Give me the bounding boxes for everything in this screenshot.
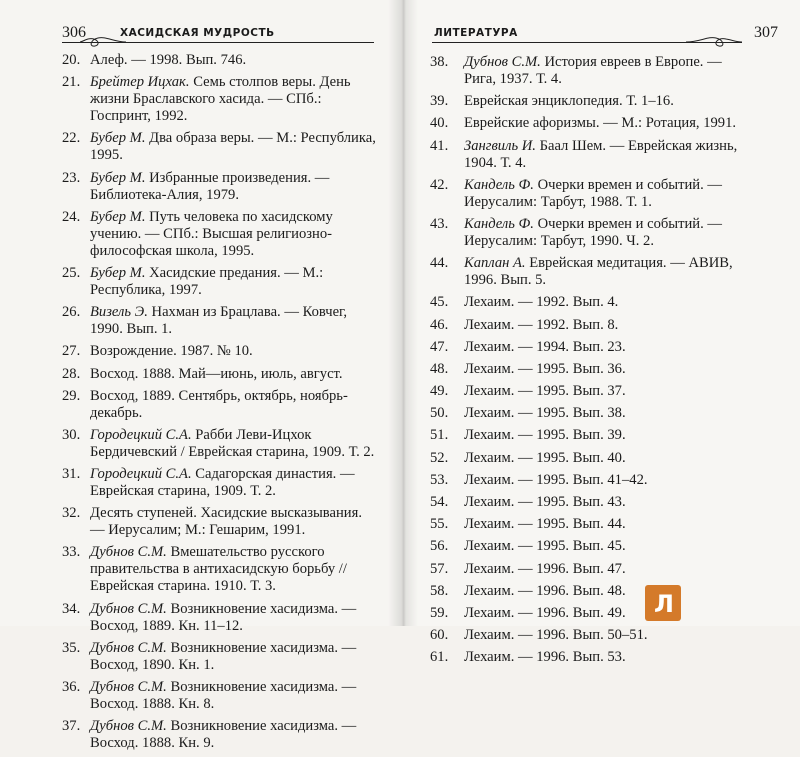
entry-number: 37. [62, 718, 81, 735]
reference-entry [62, 505, 380, 539]
reference-list [62, 52, 380, 757]
running-title: ХАСИДСКАЯ МУДРОСТЬ [120, 27, 275, 39]
entry-text: Лехаим. — 1995. Вып. 45. [464, 538, 626, 555]
reference-entry [430, 93, 755, 110]
entry-number: 55. [430, 516, 449, 533]
entry-text: Путь человека по хасидскому учению. — СПб.: Высшая религиозно-философская школа, 1995. [90, 208, 333, 259]
entry-text: Рабби Леви-Ицхок Бердичевский / Еврейская старина, 1909. Т. 2. [90, 426, 375, 460]
entry-text: Восход. 1888. Май—июнь, июль, август. [90, 365, 343, 382]
entry-text: Очерки времен и событий. — Иерусалим: Тарбут, 1990. Ч. 2. [464, 215, 722, 249]
entry-text: Возникновение хасидизма. — Восход. 1888. Кн. 8. [90, 679, 357, 712]
entry-number: 60. [430, 627, 449, 644]
entry-author: Бубер М. [90, 169, 146, 186]
reference-entry [430, 450, 755, 467]
entry-author: Дубнов С.М. [90, 718, 167, 735]
entry-number: 20. [62, 52, 81, 68]
entry-author: Каплан А. [464, 255, 526, 272]
entry-number: 35. [62, 639, 81, 656]
entry-author: Дубнов С.М. [90, 639, 167, 656]
entry-number: 38. [430, 54, 449, 70]
reference-entry [430, 216, 755, 250]
entry-number: 32. [62, 505, 81, 522]
reference-entry [430, 294, 755, 311]
reference-entry [62, 265, 380, 299]
entry-author: Дубнов С.М. [90, 600, 167, 617]
entry-text: Очерки времен и событий. — Иерусалим: Тарбут, 1988. Т. 1. [464, 176, 722, 210]
entry-number: 31. [62, 466, 81, 483]
reference-entry [430, 361, 755, 378]
entry-text: Лехаим. — 1996. Вып. 53. [464, 649, 626, 666]
entry-number: 58. [430, 582, 449, 599]
entry-author: Бубер М. [90, 130, 146, 147]
reference-entry [62, 366, 380, 383]
reference-entry [430, 427, 755, 444]
entry-text: Вмешательство русского правительства в антихасидскую борьбу // Еврейская старина. 1910. Т. 3. [90, 544, 347, 595]
entry-number: 23. [62, 169, 81, 186]
entry-author: Городецкий С.А. [90, 466, 192, 483]
entry-text: Лехаим. — 1992. Вып. 8. [464, 316, 619, 333]
entry-text: Лехаим. — 1995. Вып. 40. [464, 449, 626, 466]
entry-number: 44. [430, 255, 449, 272]
reference-entry [430, 115, 755, 132]
reference-entry [62, 640, 380, 674]
reference-entry [430, 138, 755, 172]
reference-entry [62, 544, 380, 595]
entry-number: 48. [430, 360, 449, 377]
running-title: ЛИТЕРАТУРА [434, 27, 518, 39]
watermark-letter: Л [654, 590, 674, 618]
entry-number: 52. [430, 449, 449, 466]
entry-text: Лехаим. — 1995. Вып. 39. [464, 427, 626, 444]
entry-number: 21. [62, 74, 81, 91]
reference-list [430, 54, 755, 672]
entry-number: 39. [430, 93, 449, 110]
entry-author: Кандель Ф. [464, 215, 534, 232]
entry-text: Еврейская медитация. — АВИВ, 1996. Вып. 5. [464, 255, 733, 289]
entry-text: Возрождение. 1987. № 10. [90, 343, 253, 360]
entry-number: 49. [430, 383, 449, 400]
reference-entry [62, 74, 380, 125]
entry-text: Лехаим. — 1995. Вып. 36. [464, 360, 626, 377]
entry-text: Лехаим. — 1995. Вып. 38. [464, 405, 626, 422]
reference-entry [62, 601, 380, 635]
entry-number: 50. [430, 405, 449, 422]
entry-author: Брейтер Ицхак. [90, 74, 190, 91]
reference-entry [430, 317, 755, 334]
reference-entry [62, 343, 380, 360]
entry-text: Семь столпов веры. День жизни Браславского хасида. — СПб.: Госпринт, 1992. [90, 74, 351, 125]
right-page-header [404, 0, 800, 50]
entry-number: 41. [430, 137, 449, 154]
entry-text: Возникновение хасидизма. — Восход. 1888. Кн. 9. [90, 718, 357, 752]
entry-text: Лехаим. — 1996. Вып. 47. [464, 560, 626, 577]
entry-text: Хасидские предания. — М.: Республика, 1997. [90, 264, 324, 298]
reference-entry [430, 561, 755, 578]
reference-entry [430, 405, 755, 422]
entry-number: 47. [430, 338, 449, 355]
entry-number: 51. [430, 427, 449, 444]
reference-entry [430, 516, 755, 533]
entry-number: 25. [62, 264, 81, 281]
entry-number: 26. [62, 304, 81, 321]
header-flourish [80, 33, 128, 49]
entry-text: Нахман из Брацлава. — Ковчег, 1990. Вып. 1. [90, 304, 348, 338]
entry-text: Алеф. — 1998. Вып. 746. [90, 52, 247, 68]
entry-text: Садагорская династия. — Еврейская старина, 1909. Т. 2. [90, 466, 355, 500]
entry-text: Десять ступеней. Хасидские высказывания. — Иерусалим; М.: Гешарим, 1991. [90, 505, 362, 539]
entry-text: Возникновение хасидизма. — Восход, 1890. Кн. 1. [90, 639, 357, 673]
entry-number: 27. [62, 343, 81, 360]
entry-text: Лехаим. — 1995. Вып. 43. [464, 494, 626, 510]
reference-entry [62, 170, 380, 204]
reference-entry [62, 718, 380, 752]
header-rule [62, 42, 374, 43]
entry-text: Баал Шем. — Еврейская жизнь, 1904. Т. 4. [464, 137, 738, 171]
entry-number: 33. [62, 544, 81, 561]
reference-entry [430, 649, 755, 666]
reference-entry [62, 427, 380, 461]
entry-author: Дубнов С.М. [464, 54, 541, 70]
watermark-logo [645, 585, 681, 621]
reference-entry [62, 466, 380, 500]
entry-number: 36. [62, 679, 81, 695]
entry-author: Визель Э. [90, 304, 148, 321]
entry-text: Избранные произведения. — Библиотека-Алия, 1979. [90, 169, 330, 203]
entry-number: 53. [430, 471, 449, 488]
entry-number: 42. [430, 176, 449, 193]
entry-number: 61. [430, 649, 449, 666]
entry-text: Лехаим. — 1995. Вып. 41–42. [464, 471, 648, 488]
reference-entry [62, 209, 380, 260]
reference-entry [62, 130, 380, 164]
reference-entry [430, 627, 755, 644]
reference-entry [430, 583, 755, 600]
header-rule [432, 42, 742, 43]
page-number: 306 [62, 24, 86, 41]
reference-entry [62, 304, 380, 338]
entry-author: Кандель Ф. [464, 176, 534, 193]
entry-text: Еврейские афоризмы. — М.: Ротация, 1991. [464, 115, 737, 132]
entry-text: Лехаим. — 1995. Вып. 37. [464, 383, 626, 400]
reference-entry [430, 383, 755, 400]
entry-text: Лехаим. — 1992. Вып. 4. [464, 294, 619, 311]
entry-number: 30. [62, 426, 81, 443]
reference-entry [430, 472, 755, 489]
entry-text: Лехаим. — 1994. Вып. 23. [464, 338, 626, 355]
entry-number: 57. [430, 560, 449, 577]
right-page [404, 0, 800, 666]
entry-number: 22. [62, 130, 81, 147]
reference-entry [430, 255, 755, 289]
entry-text: Лехаим. — 1996. Вып. 49. [464, 604, 626, 621]
entry-text: Лехаим. — 1996. Вып. 48. [464, 582, 626, 599]
entry-number: 29. [62, 387, 81, 404]
entry-text: Лехаим. — 1995. Вып. 44. [464, 516, 626, 533]
entry-author: Зангвиль И. [464, 137, 536, 154]
entry-author: Дубнов С.М. [90, 679, 167, 695]
reference-entry [430, 54, 755, 88]
left-page-header [0, 0, 404, 50]
entry-number: 54. [430, 494, 449, 510]
entry-text: Два образа веры. — М.: Республика, 1995. [90, 130, 376, 164]
entry-text: Еврейская энциклопедия. Т. 1–16. [464, 93, 674, 110]
reference-entry [430, 494, 755, 511]
reference-entry [430, 605, 755, 622]
entry-number: 24. [62, 208, 81, 225]
entry-author: Бубер М. [90, 208, 146, 225]
entry-number: 34. [62, 600, 81, 617]
reference-entry [62, 388, 380, 422]
reference-entry [430, 538, 755, 555]
reference-entry [430, 177, 755, 211]
entry-number: 45. [430, 294, 449, 311]
entry-number: 46. [430, 316, 449, 333]
entry-text: Лехаим. — 1996. Вып. 50–51. [464, 627, 648, 644]
entry-author: Бубер М. [90, 264, 146, 281]
entry-text: История евреев в Европе. — Рига, 1937. Т. 4. [464, 54, 722, 87]
page-number: 307 [754, 24, 778, 41]
entry-text: Восход, 1889. Сентябрь, октябрь, ноябрь-декабрь. [90, 387, 348, 421]
reference-entry [62, 679, 380, 713]
entry-number: 43. [430, 215, 449, 232]
reference-entry [62, 52, 380, 69]
entry-number: 40. [430, 115, 449, 132]
reference-entry [430, 339, 755, 356]
entry-author: Дубнов С.М. [90, 544, 167, 561]
entry-author: Городецкий С.А. [90, 426, 192, 443]
entry-number: 56. [430, 538, 449, 555]
entry-number: 59. [430, 604, 449, 621]
entry-number: 28. [62, 365, 81, 382]
header-flourish [686, 33, 742, 49]
entry-text: Возникновение хасидизма. — Восход, 1889. Кн. 11–12. [90, 600, 357, 634]
